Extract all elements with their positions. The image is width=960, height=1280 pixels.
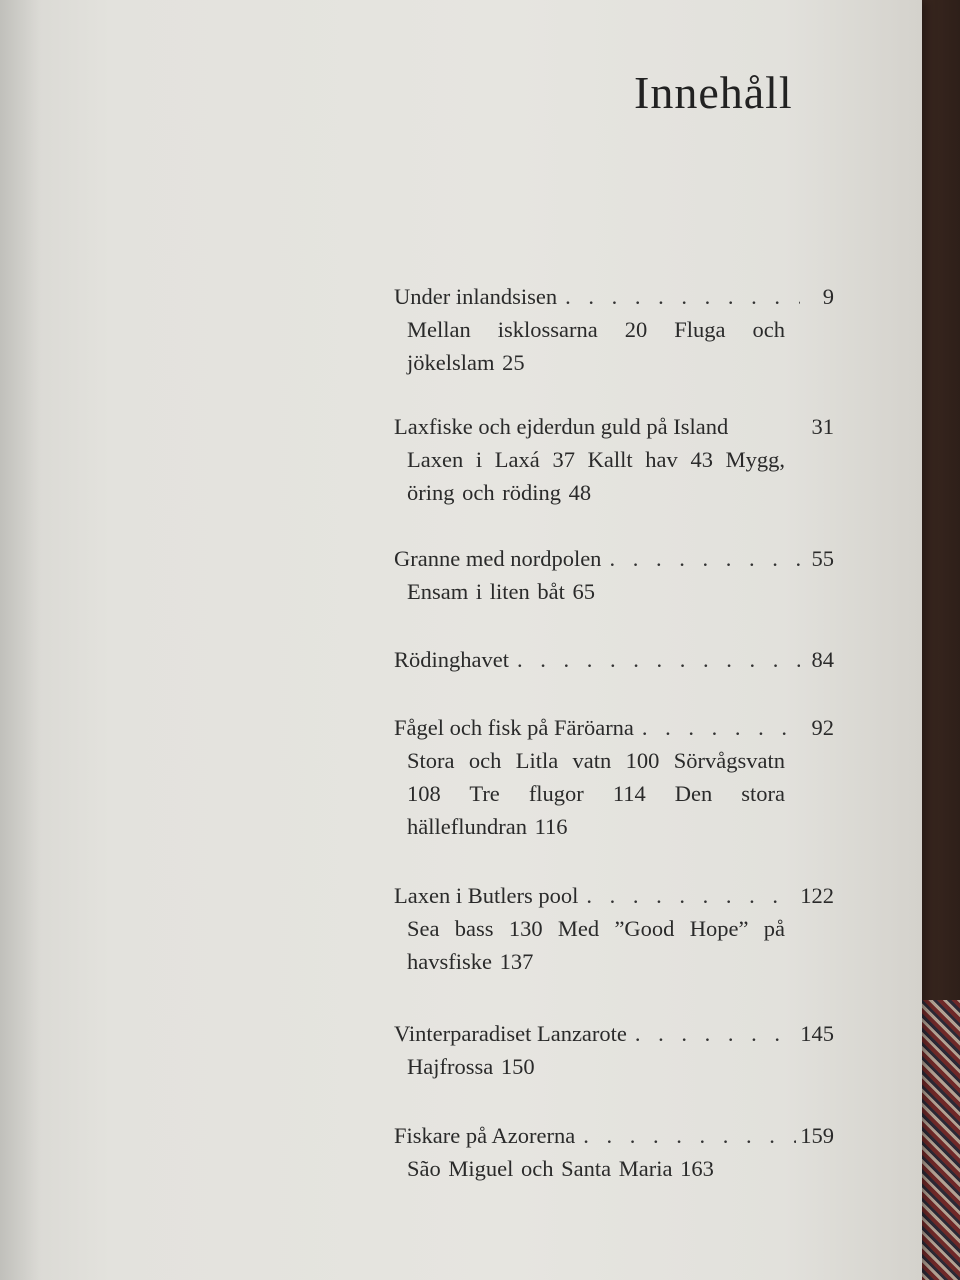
- subsection-list: Hajfrossa 150: [407, 1054, 535, 1079]
- subsection-list: Laxen i Laxá 37 Kallt hav 43 Mygg, öring och röding 48: [407, 447, 785, 505]
- page-number: 55: [811, 546, 834, 571]
- dot-leader: [565, 280, 800, 313]
- page-number: 31: [811, 414, 834, 439]
- chapter-title: Under inlandsisen: [394, 284, 558, 309]
- chapter-title: Rödinghavet: [394, 647, 509, 672]
- dot-leader: [586, 879, 796, 912]
- page-number: 122: [800, 883, 834, 908]
- toc-entry: [394, 879, 834, 978]
- page-number: 9: [822, 284, 834, 309]
- subsection-list: Stora och Litla vatn 100 Sörvågsvatn 108 Tre flugor 114 Den stora hälleflundran 116: [407, 748, 785, 839]
- chapter-title: Granne med nordpolen: [394, 546, 602, 571]
- subsection-list: Ensam i liten båt 65: [407, 579, 595, 604]
- subsection-list: São Miguel och Santa Maria 163: [407, 1156, 714, 1181]
- chapter-title: Vinterparadiset Lanzarote: [394, 1021, 627, 1046]
- toc-entry: [394, 410, 834, 509]
- toc-entry: [394, 1119, 834, 1185]
- toc-entry: [394, 711, 834, 843]
- dot-leader: [609, 542, 800, 575]
- subsection-list: Sea bass 130 Med ”Good Hope” på havsfiske 137: [407, 916, 785, 974]
- toc-entry: [394, 643, 834, 676]
- toc-entry: [394, 542, 834, 608]
- toc-entry: [394, 1017, 834, 1083]
- dot-leader: [583, 1119, 796, 1152]
- page-number: 84: [811, 647, 834, 672]
- toc-entry: [394, 280, 834, 379]
- chapter-title: Laxfiske och ejderdun guld på Island: [394, 414, 729, 439]
- dot-leader: [517, 643, 800, 676]
- page-number: 159: [800, 1123, 834, 1148]
- chapter-title: Fågel och fisk på Färöarna: [394, 715, 634, 740]
- page-title: Innehåll: [634, 67, 793, 118]
- dot-leader: [642, 711, 800, 744]
- subsection-list: Mellan isklossarna 20 Fluga och jökelslam 25: [407, 317, 785, 375]
- page-number: 145: [800, 1021, 834, 1046]
- page-number: 92: [811, 715, 834, 740]
- chapter-title: Laxen i Butlers pool: [394, 883, 579, 908]
- table-cloth: [920, 1000, 960, 1280]
- dot-leader: [635, 1017, 796, 1050]
- chapter-title: Fiskare på Azorerna: [394, 1123, 576, 1148]
